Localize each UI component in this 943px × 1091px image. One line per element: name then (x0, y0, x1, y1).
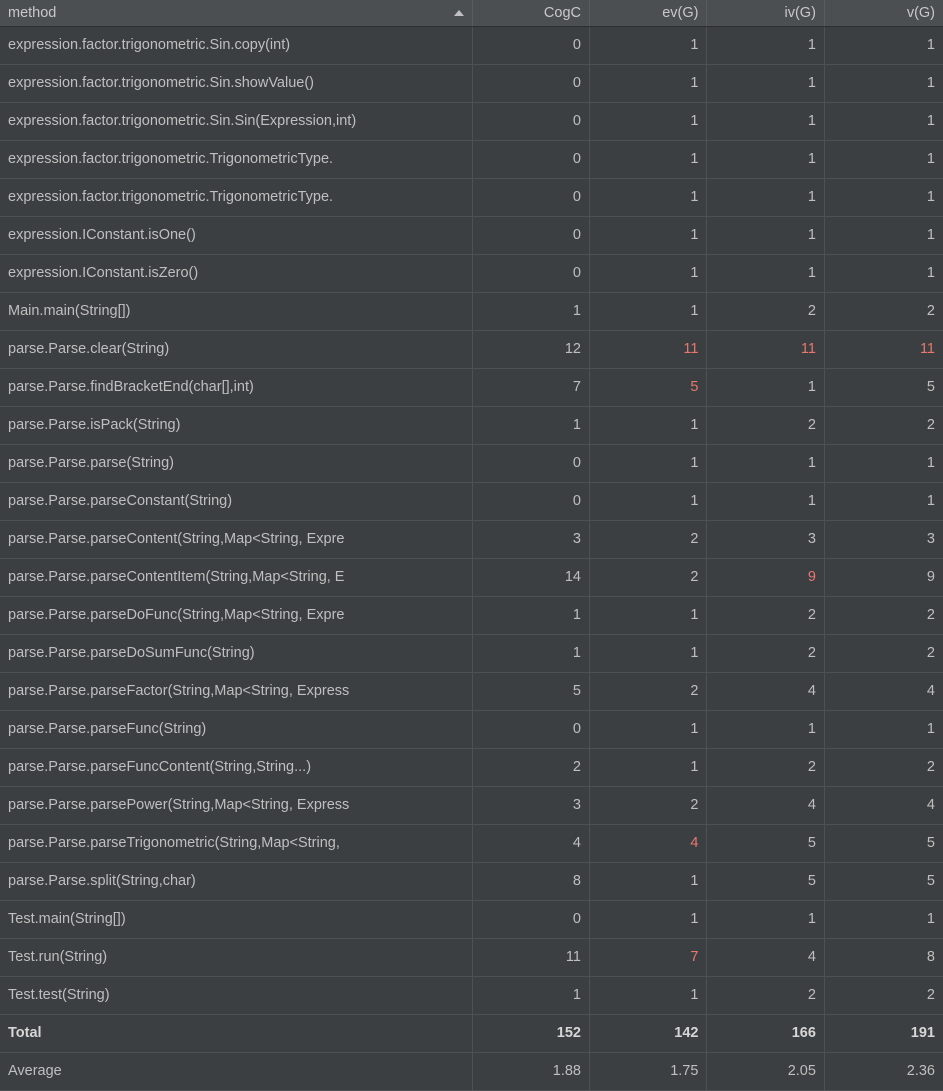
row-average[interactable] (0, 1053, 943, 1091)
table-row-v (824, 65, 943, 103)
table-row-ev-value: 2 (690, 683, 699, 699)
row-total-iv (707, 1015, 824, 1053)
table-row-ev (589, 559, 706, 597)
table-row-ev (589, 673, 706, 711)
table-row-method: expression.IConstant.isOne() (0, 217, 472, 255)
row-total-ev-value: 142 (674, 1025, 699, 1041)
table-row-ev-value: 1 (690, 721, 699, 737)
column-header-v-label: v(G) (906, 5, 935, 21)
table-row-ev-value: 1 (690, 455, 699, 471)
table-row-v (824, 483, 943, 521)
row-average-iv (707, 1053, 824, 1091)
table-row-ev-value: 1 (690, 151, 699, 167)
table-row-cogc (472, 255, 589, 293)
table-row-v-value: 1 (926, 113, 935, 129)
table-row-v (824, 597, 943, 635)
table-row-v (824, 673, 943, 711)
table-row-ev-value: 1 (690, 987, 699, 1003)
table-row-cogc (472, 977, 589, 1015)
table-row-ev (589, 977, 706, 1015)
table-row-v-value: 1 (926, 37, 935, 53)
table-row-ev (589, 293, 706, 331)
table-row-cogc (472, 673, 589, 711)
table-row-ev (589, 369, 706, 407)
table-row-method: parse.Parse.parseDoSumFunc(String) (0, 635, 472, 673)
table-row-cogc (472, 635, 589, 673)
table-row-iv-value: 4 (807, 683, 816, 699)
table-row[interactable] (0, 27, 943, 65)
table-row-v-value: 1 (926, 911, 935, 927)
table-row-v (824, 711, 943, 749)
table-row-v (824, 331, 943, 369)
column-header-v[interactable] (824, 0, 943, 27)
table-row-iv (707, 977, 824, 1015)
table-row-ev-value: 1 (690, 417, 699, 433)
table-row-cogc (472, 939, 589, 977)
table-row-cogc (472, 521, 589, 559)
table-row-iv-value: 4 (807, 797, 816, 813)
table-row-ev-value: 2 (690, 797, 699, 813)
table-row-v-value: 1 (926, 721, 935, 737)
table-row-cogc-value: 1 (572, 303, 581, 319)
table-row-iv (707, 103, 824, 141)
column-header-cogc-label: CogC (543, 5, 581, 21)
table-row-iv (707, 217, 824, 255)
table-row-iv-value: 1 (807, 189, 816, 205)
table-row-ev-value: 4 (690, 835, 699, 851)
table-row-v-value: 9 (926, 569, 935, 585)
table-row-iv-value: 11 (800, 341, 816, 357)
table-body (0, 27, 943, 1091)
table-row-iv-value: 1 (807, 265, 816, 281)
table-row-iv (707, 483, 824, 521)
table-row-iv-value: 3 (807, 531, 816, 547)
table-row[interactable] (0, 863, 943, 901)
table-row-v (824, 369, 943, 407)
table-row-v-value: 2 (926, 303, 935, 319)
table-row-method: parse.Parse.parseContentItem(String,Map<String, E (0, 559, 472, 597)
table-row-v-value: 1 (926, 227, 935, 243)
table-row-method: expression.factor.trigonometric.TrigonometricType. (0, 179, 472, 217)
table-row-v (824, 863, 943, 901)
row-average-v (824, 1053, 943, 1091)
table-row-iv (707, 445, 824, 483)
table-row-ev-value: 7 (690, 949, 699, 965)
row-average-method: Average (0, 1053, 472, 1091)
table-row[interactable] (0, 103, 943, 141)
row-total-v-value: 191 (910, 1025, 935, 1041)
table-row[interactable] (0, 293, 943, 331)
table-row-cogc (472, 27, 589, 65)
table-row[interactable] (0, 749, 943, 787)
table-row-method: parse.Parse.parseDoFunc(String,Map<String, Expre (0, 597, 472, 635)
table-row-method: parse.Parse.clear(String) (0, 331, 472, 369)
table-row[interactable] (0, 141, 943, 179)
table-row-iv (707, 825, 824, 863)
table-row-ev (589, 27, 706, 65)
table-row-iv-value: 2 (807, 607, 816, 623)
table-row-ev (589, 141, 706, 179)
table-row-cogc-value: 3 (572, 531, 581, 547)
table-row-v (824, 179, 943, 217)
table-row-iv-value: 2 (807, 645, 816, 661)
table-row-cogc (472, 559, 589, 597)
table-row-cogc (472, 217, 589, 255)
table-row-ev (589, 635, 706, 673)
table-row-iv (707, 407, 824, 445)
table-row-iv (707, 787, 824, 825)
table-row-cogc (472, 597, 589, 635)
table-row-v (824, 407, 943, 445)
table-row-iv (707, 901, 824, 939)
table-row-ev (589, 597, 706, 635)
table-row-method: Main.main(String[]) (0, 293, 472, 331)
row-average-cogc (472, 1053, 589, 1091)
table-row-iv-value: 4 (807, 949, 816, 965)
table-row-iv (707, 293, 824, 331)
row-total-cogc-value: 152 (556, 1025, 581, 1041)
row-average-iv-value: 2.05 (787, 1063, 816, 1079)
table-row-cogc-value: 0 (572, 75, 581, 91)
table-row[interactable] (0, 977, 943, 1015)
table-row-ev (589, 445, 706, 483)
table-row-cogc (472, 901, 589, 939)
table-row-ev (589, 711, 706, 749)
table-row-method: parse.Parse.split(String,char) (0, 863, 472, 901)
table-row-cogc-value: 8 (572, 873, 581, 889)
table-row-iv-value: 1 (807, 493, 816, 509)
table-row-ev (589, 65, 706, 103)
table-row-cogc-value: 0 (572, 721, 581, 737)
table-row-iv (707, 863, 824, 901)
table-row-iv-value: 5 (807, 835, 816, 851)
table-row-cogc-value: 0 (572, 151, 581, 167)
table-row-cogc-value: 0 (572, 189, 581, 205)
table-row-iv-value: 1 (807, 75, 816, 91)
row-average-ev (589, 1053, 706, 1091)
table-row[interactable] (0, 825, 943, 863)
table-row-ev-value: 1 (690, 911, 699, 927)
table-row-method: expression.IConstant.isZero() (0, 255, 472, 293)
column-header-cogc[interactable] (472, 0, 589, 27)
table-row-v-value: 5 (926, 379, 935, 395)
table-row-cogc (472, 179, 589, 217)
table-row-v-value: 5 (926, 835, 935, 851)
table-row-method: parse.Parse.parseFuncContent(String,String...) (0, 749, 472, 787)
table-row[interactable] (0, 559, 943, 597)
table-row-cogc-value: 0 (572, 113, 581, 129)
column-header-method-label: method (8, 5, 57, 21)
table-row-v-value: 1 (926, 493, 935, 509)
table-row-method: parse.Parse.parseContent(String,Map<String, Expre (0, 521, 472, 559)
table-row-method: parse.Parse.parseFunc(String) (0, 711, 472, 749)
table-row-v-value: 1 (926, 265, 935, 281)
table-row-iv (707, 331, 824, 369)
table-row-ev (589, 749, 706, 787)
table-header (0, 0, 943, 27)
table-row-method: parse.Parse.parseFactor(String,Map<String, Express (0, 673, 472, 711)
table-row-v-value: 2 (926, 417, 935, 433)
table-row-iv-value: 2 (807, 303, 816, 319)
table-row-method: parse.Parse.parse(String) (0, 445, 472, 483)
table-row-method: expression.factor.trigonometric.Sin.Sin(Expression,int) (0, 103, 472, 141)
table-row-v (824, 825, 943, 863)
table-row-ev-value: 1 (690, 113, 699, 129)
row-total-ev (589, 1015, 706, 1053)
table-row-cogc (472, 483, 589, 521)
table-row-cogc (472, 787, 589, 825)
table-row-ev-value: 1 (690, 493, 699, 509)
table-row-cogc (472, 293, 589, 331)
table-row-ev-value: 11 (683, 341, 699, 357)
table-row[interactable] (0, 331, 943, 369)
table-row[interactable] (0, 369, 943, 407)
table-row-ev (589, 863, 706, 901)
table-row-iv-value: 1 (807, 455, 816, 471)
table-row-ev-value: 2 (690, 531, 699, 547)
row-total-iv-value: 166 (791, 1025, 816, 1041)
column-header-iv-label: iv(G) (784, 5, 816, 21)
table-row-cogc-value: 0 (572, 265, 581, 281)
table-row-cogc (472, 141, 589, 179)
table-row-iv (707, 635, 824, 673)
sort-ascending-icon[interactable] (454, 10, 464, 16)
table-row-v-value: 2 (926, 987, 935, 1003)
table-row[interactable] (0, 445, 943, 483)
table-row-iv-value: 1 (807, 721, 816, 737)
table-row-cogc-value: 1 (572, 417, 581, 433)
table-row[interactable] (0, 483, 943, 521)
row-total-v (824, 1015, 943, 1053)
table-row-v (824, 977, 943, 1015)
table-row-method: parse.Parse.parseConstant(String) (0, 483, 472, 521)
table-row-cogc-value: 3 (572, 797, 581, 813)
table-row-ev (589, 179, 706, 217)
table-row[interactable] (0, 179, 943, 217)
table-row-method: Test.main(String[]) (0, 901, 472, 939)
table-header-row (0, 0, 943, 27)
table-row-v-value: 1 (926, 189, 935, 205)
table-row-v (824, 255, 943, 293)
table-row-iv-value: 2 (807, 759, 816, 775)
table-row-v-value: 2 (926, 607, 935, 623)
table-row-v-value: 4 (926, 797, 935, 813)
table-row-method: Test.run(String) (0, 939, 472, 977)
table-row[interactable] (0, 255, 943, 293)
table-row-iv-value: 5 (807, 873, 816, 889)
table-row-ev (589, 217, 706, 255)
table-row-ev (589, 407, 706, 445)
table-row-v (824, 635, 943, 673)
row-total-cogc (472, 1015, 589, 1053)
table-row-v (824, 217, 943, 255)
table-row-iv (707, 559, 824, 597)
table-row[interactable] (0, 939, 943, 977)
table-row-iv-value: 1 (807, 379, 816, 395)
table-row-ev-value: 1 (690, 645, 699, 661)
table-row-iv-value: 1 (807, 911, 816, 927)
table-row[interactable] (0, 711, 943, 749)
table-row-v (824, 787, 943, 825)
table-row-method: expression.factor.trigonometric.TrigonometricType. (0, 141, 472, 179)
table-row-cogc (472, 65, 589, 103)
table-row-cogc-value: 0 (572, 455, 581, 471)
table-row-v-value: 8 (926, 949, 935, 965)
table-row-iv (707, 939, 824, 977)
table-row-method: parse.Parse.parsePower(String,Map<String, Express (0, 787, 472, 825)
table-row-cogc-value: 1 (572, 645, 581, 661)
table-row-cogc-value: 7 (572, 379, 581, 395)
table-row-v-value: 2 (926, 645, 935, 661)
table-row[interactable] (0, 901, 943, 939)
table-row-iv (707, 673, 824, 711)
table-row-v (824, 103, 943, 141)
table-row-cogc-value: 0 (572, 227, 581, 243)
table-row-iv-value: 1 (807, 113, 816, 129)
table-row-cogc (472, 407, 589, 445)
table-row-v-value: 1 (926, 75, 935, 91)
table-row-ev-value: 1 (690, 265, 699, 281)
table-row-iv (707, 521, 824, 559)
table-row-ev (589, 255, 706, 293)
table-row-cogc-value: 0 (572, 911, 581, 927)
table-row-cogc (472, 749, 589, 787)
table-row-ev-value: 5 (690, 379, 699, 395)
row-total-method: Total (0, 1015, 472, 1053)
table-row-v (824, 293, 943, 331)
table-row-ev-value: 1 (690, 759, 699, 775)
table-row-ev-value: 1 (690, 75, 699, 91)
table-row-v (824, 901, 943, 939)
row-average-ev-value: 1.75 (670, 1063, 699, 1079)
column-header-ev-label: ev(G) (662, 5, 699, 21)
table-row[interactable] (0, 521, 943, 559)
table-row[interactable] (0, 65, 943, 103)
table-row[interactable] (0, 217, 943, 255)
table-row-v-value: 2 (926, 759, 935, 775)
table-row-v-value: 4 (926, 683, 935, 699)
table-row-cogc-value: 0 (572, 37, 581, 53)
table-row-v-value: 11 (919, 341, 935, 357)
table-row-cogc (472, 863, 589, 901)
table-row-iv-value: 2 (807, 987, 816, 1003)
table-row-ev (589, 521, 706, 559)
table-row[interactable] (0, 407, 943, 445)
table-row[interactable] (0, 597, 943, 635)
table-row-iv-value: 1 (807, 227, 816, 243)
table-row-ev (589, 825, 706, 863)
column-header-ev[interactable] (589, 0, 706, 27)
table-row-v (824, 27, 943, 65)
table-row-iv (707, 749, 824, 787)
table-row-cogc (472, 825, 589, 863)
table-row-method: Test.test(String) (0, 977, 472, 1015)
table-row-iv (707, 179, 824, 217)
table-row-method: parse.Parse.parseTrigonometric(String,Map<String, (0, 825, 472, 863)
table-row-v (824, 939, 943, 977)
row-average-v-value: 2.36 (906, 1063, 935, 1079)
table-row-v-value: 5 (926, 873, 935, 889)
table-row-method: expression.factor.trigonometric.Sin.copy(int) (0, 27, 472, 65)
table-row-iv (707, 255, 824, 293)
table-row-cogc-value: 11 (565, 949, 581, 965)
table-row-ev-value: 1 (690, 607, 699, 623)
table-row-cogc-value: 5 (572, 683, 581, 699)
table-row-iv (707, 141, 824, 179)
table-row-cogc-value: 12 (564, 341, 581, 357)
table-row-cogc-value: 14 (564, 569, 581, 585)
column-header-iv[interactable] (707, 0, 824, 27)
table-row-ev-value: 2 (690, 569, 699, 585)
table-row-ev (589, 331, 706, 369)
table-row-iv-value: 9 (807, 569, 816, 585)
table-row-cogc-value: 1 (572, 987, 581, 1003)
table-row-ev-value: 1 (690, 227, 699, 243)
row-average-cogc-value: 1.88 (552, 1063, 581, 1079)
column-header-method[interactable] (0, 0, 472, 27)
table-row[interactable] (0, 635, 943, 673)
table-row-iv (707, 369, 824, 407)
table-row-method: parse.Parse.findBracketEnd(char[],int) (0, 369, 472, 407)
table-row-iv (707, 65, 824, 103)
table-row-cogc-value: 2 (572, 759, 581, 775)
table-row-ev (589, 483, 706, 521)
table-row-v (824, 749, 943, 787)
table-row-ev (589, 787, 706, 825)
table-row-cogc (472, 445, 589, 483)
table-row-v-value: 1 (926, 455, 935, 471)
table-row-cogc-value: 0 (572, 493, 581, 509)
table-row-cogc (472, 369, 589, 407)
table-row-ev (589, 901, 706, 939)
table-row-iv-value: 1 (807, 37, 816, 53)
table-row-ev-value: 1 (690, 189, 699, 205)
table-row-iv-value: 1 (807, 151, 816, 167)
table-row-method: expression.factor.trigonometric.Sin.showValue() (0, 65, 472, 103)
table-row-ev-value: 1 (690, 303, 699, 319)
table-row-cogc-value: 1 (572, 607, 581, 623)
table-row[interactable] (0, 787, 943, 825)
table-row-iv (707, 27, 824, 65)
table-row-ev (589, 103, 706, 141)
table-row-cogc (472, 103, 589, 141)
table-row-v-value: 1 (926, 151, 935, 167)
table-row-v (824, 141, 943, 179)
table-row-iv-value: 2 (807, 417, 816, 433)
table-row-v (824, 445, 943, 483)
row-total[interactable] (0, 1015, 943, 1053)
table-row-ev-value: 1 (690, 873, 699, 889)
table-row-cogc (472, 711, 589, 749)
table-row[interactable] (0, 673, 943, 711)
table-row-iv (707, 597, 824, 635)
table-row-ev-value: 1 (690, 37, 699, 53)
table-row-cogc (472, 331, 589, 369)
table-row-v-value: 3 (926, 531, 935, 547)
table-row-iv (707, 711, 824, 749)
table-row-ev (589, 939, 706, 977)
table-row-v (824, 521, 943, 559)
table-row-v (824, 559, 943, 597)
table-row-cogc-value: 4 (572, 835, 581, 851)
table-row-method: parse.Parse.isPack(String) (0, 407, 472, 445)
